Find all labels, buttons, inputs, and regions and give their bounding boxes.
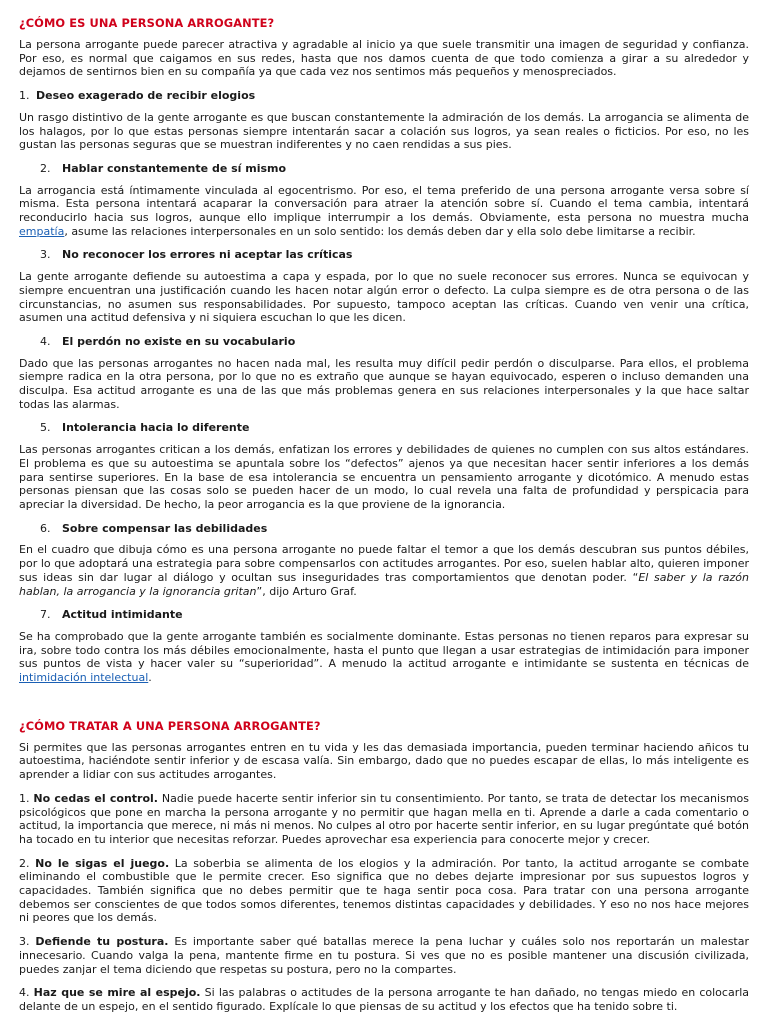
tip-paragraph bbox=[19, 935, 749, 976]
item-paragraph: Un rasgo distintivo de la gente arrogante es que buscan constantemente la admiración de los demás. La arrogancia se alimenta de los halagos, por lo que estas personas siempre intentarán sacar a colación sus logros, ya sean reales o ficticios. Por eso, no les gustan las personas seguras que se muestran indiferentes y no caen rendidas a sus pies. bbox=[19, 110, 749, 152]
quote-text: El saber y la razón hablan, la arrogancia y la ignorancia gritan bbox=[19, 570, 749, 598]
item-title-text: Deseo exagerado de recibir elogios bbox=[36, 89, 256, 103]
list-item-title bbox=[19, 89, 749, 103]
item-paragraph bbox=[19, 630, 749, 685]
intro-paragraph: Si permites que las personas arrogantes entren en tu vida y les das demasiada importancia, pueden terminar haciendo añicos tu autoestima, haciéndote sentir inferior y de escasa valía. Sin embargo, dado que no puedes escapar de ellas, lo más inteligente es aprender a lidiar con sus actitudes arrogantes. bbox=[19, 740, 749, 782]
list-item-title bbox=[19, 335, 749, 349]
intimidacion-intelectual-link[interactable]: intimidación intelectual bbox=[19, 671, 149, 685]
tip-title: Haz que se mire al espejo. bbox=[33, 986, 201, 1000]
item-paragraph bbox=[19, 543, 749, 598]
tip-paragraph bbox=[19, 857, 749, 926]
item-title-text: Intolerancia hacia lo diferente bbox=[62, 421, 250, 435]
intro-paragraph: La persona arrogante puede parecer atractiva y agradable al inicio ya que suele transmitir una imagen de seguridad y confianza. Por eso, es normal que caigamos en sus redes, hasta que nos damos cuenta de que todo comienza a girar a su alrededor y dejamos de sentirnos bien en su compañía ya que cada vez nos sentimos más pequeños y menospreciados. bbox=[19, 38, 749, 79]
list-item-title bbox=[19, 248, 749, 262]
item-number: 3. bbox=[40, 248, 51, 262]
tip-text: Nadie puede hacerte sentir inferior sin tu consentimiento. Por tanto, se trata de detectar los mecanismos psicológicos que pone en marcha la persona arrogante y no permitir que hagan mella en ti. Aprende a darle a cada comentario o actitud, la importancia que merece, ni más ni menos. No culpes al otro por hacerte sentir inferior, en su lugar pregúntate qué botón ha tocado en tu interior que necesitas reforzar. Puedes aprovechar esa experiencia para conocerte mejor y crecer. bbox=[19, 791, 749, 846]
item-paragraph: La gente arrogante defiende su autoestima a capa y espada, por lo que no suele reconocer sus errores. Nunca se equivocan y siempre encuentran una justificación cuando les hacen notar algún error o defecto. La culpa siempre es de otra persona o de las circunstancias, no asumen sus responsabilidades. Por supuesto, tampoco aceptan las críticas. Cuando ven venir una crítica, asumen una actitud defensiva y ni siquiera escuchan lo que les dicen. bbox=[19, 270, 749, 325]
item-paragraph: Dado que las personas arrogantes no hacen nada mal, les resulta muy difícil pedir perdón o disculparse. Para ellos, el problema siempre radica en la otra persona, por lo que no es extraño que aunque se hayan equivocado, esperen o incluso demanden una disculpa. Esa actitud arrogante es una de las que más problemas genera en sus relaciones interpersonales y la que hace saltar todas las alarmas. bbox=[19, 356, 749, 411]
item-paragraph: Las personas arrogantes critican a los demás, enfatizan los errores y debilidades de quienes no cumplen con sus altos estándares. El problema es que su autoestima se apuntala sobre los “defectos” ajenos ya que necesitan hacer sentir inferiores a los demás para sentirse superiores. En la base de esa intolerancia se encuentra un pensamiento arrogante y dicotómico. A menudo estas personas piensan que las cosas solo se pueden hacer de un modo, lo cual revela una falta de profundidad y perspicacia para apreciar la diversidad. De hecho, la peor arrogancia es la que proviene de la ignorancia. bbox=[19, 443, 749, 511]
item-number: 1. bbox=[19, 89, 30, 103]
item-number: 7. bbox=[40, 608, 51, 622]
tip-title: No le sigas el juego. bbox=[35, 856, 170, 870]
list-item-title bbox=[19, 162, 749, 176]
item-title-text: Actitud intimidante bbox=[62, 608, 183, 622]
item-number: 2. bbox=[40, 161, 51, 175]
list-item-title bbox=[19, 608, 749, 622]
text-segment: ”, dijo Arturo Graf. bbox=[256, 584, 357, 598]
text-segment: En el cuadro que dibuja cómo es una persona arrogante no puede faltar el temor a que los demás descubran sus puntos débiles, por lo que adoptará una estrategia para sobre compensarlos con actitudes arrogantes. Por eso, suelen hablar alto, quieren imponer sus ideas sin dar lugar al diálogo y ocultan sus inseguridades tras comportamientos que denotan poder. “ bbox=[19, 543, 749, 584]
tip-title: No cedas el control. bbox=[33, 791, 158, 805]
item-number: 5. bbox=[40, 421, 51, 435]
tip-text: Es importante saber qué batallas merece la pena luchar y cuáles solo nos reportarán un malestar innecesario. Cuando valga la pena, mantente firme en tu postura. Si ves que no es posible mantener una discusión civilizada, puedes zanjar el tema diciendo que respetas su postura, pero no la compartes. bbox=[19, 935, 749, 976]
tip-number: 4. bbox=[19, 986, 30, 1000]
text-segment: Se ha comprobado que la gente arrogante también es socialmente dominante. Estas personas no tienen reparos para expresar su ira, sobre todo contra los más débiles emocionalmente, hasta el punto que llegan a usar estrategias de intimidación para imponer sus puntos de vista y hacer valer su “superioridad”. A menudo la actitud arrogante e intimidante se sustenta en técnicas de bbox=[19, 629, 749, 671]
item-title-text: Sobre compensar las debilidades bbox=[62, 521, 268, 535]
item-title-text: El perdón no existe en su vocabulario bbox=[62, 334, 296, 348]
section-heading-how-is: ¿CÓMO ES UNA PERSONA ARROGANTE? bbox=[19, 16, 275, 30]
tip-number: 3. bbox=[19, 935, 30, 949]
section-heading-how-to-deal: ¿CÓMO TRATAR A UNA PERSONA ARROGANTE? bbox=[19, 718, 321, 733]
item-number: 6. bbox=[40, 521, 51, 535]
tip-title: Defiende tu postura. bbox=[35, 935, 169, 949]
item-paragraph bbox=[19, 184, 749, 239]
tip-number: 1. bbox=[19, 791, 30, 805]
item-title-text: Hablar constantemente de sí mismo bbox=[62, 161, 287, 175]
item-number: 4. bbox=[40, 334, 51, 348]
tip-text: La soberbia se alimenta de los elogios y la admiración. Por tanto, la actitud arrogante se combate eliminando el combustible que le permite crecer. Eso significa que no debes dejarte impresionar por sus supuestos logros y capacidades. También significa que no debes permitir que te haga sentir poca cosa. Para tratar con una persona arrogante debemos ser conscientes de que todos somos diferentes, tenemos distintas capacidades y debilidades. Y eso no nos hace mejores ni peores que los demás. bbox=[19, 856, 749, 925]
tip-paragraph bbox=[19, 792, 749, 847]
empatia-link[interactable]: empatía bbox=[19, 224, 65, 238]
tip-text: Si las palabras o actitudes de la persona arrogante te han dañado, no tengas miedo en colocarla delante de un espejo, en el sentido figurado. Explícale lo que piensas de su actitud y los efectos que ha tenido sobre ti. bbox=[19, 986, 750, 1013]
text-segment: . bbox=[148, 671, 152, 685]
tip-number: 2. bbox=[19, 856, 30, 870]
text-segment: La arrogancia está íntimamente vinculada al egocentrismo. Por eso, el tema preferido de una persona arrogante versa sobre sí misma. Esta persona intentará acaparar la conversación para atraer la atención sobre sí. Cuando el tema cambia, intentará reconducirlo hacia sus logros, aunque ello implique interrumpir a los demás. Obviamente, esta persona no muestra mucha bbox=[19, 183, 749, 225]
list-item-title bbox=[19, 421, 749, 435]
tip-paragraph bbox=[19, 986, 749, 1013]
list-item-title bbox=[19, 522, 749, 536]
text-segment: , asume las relaciones interpersonales en un solo sentido: los demás deben dar y ella solo debe limitarse a recibir. bbox=[64, 224, 696, 238]
item-title-text: No reconocer los errores ni aceptar las críticas bbox=[62, 248, 353, 262]
